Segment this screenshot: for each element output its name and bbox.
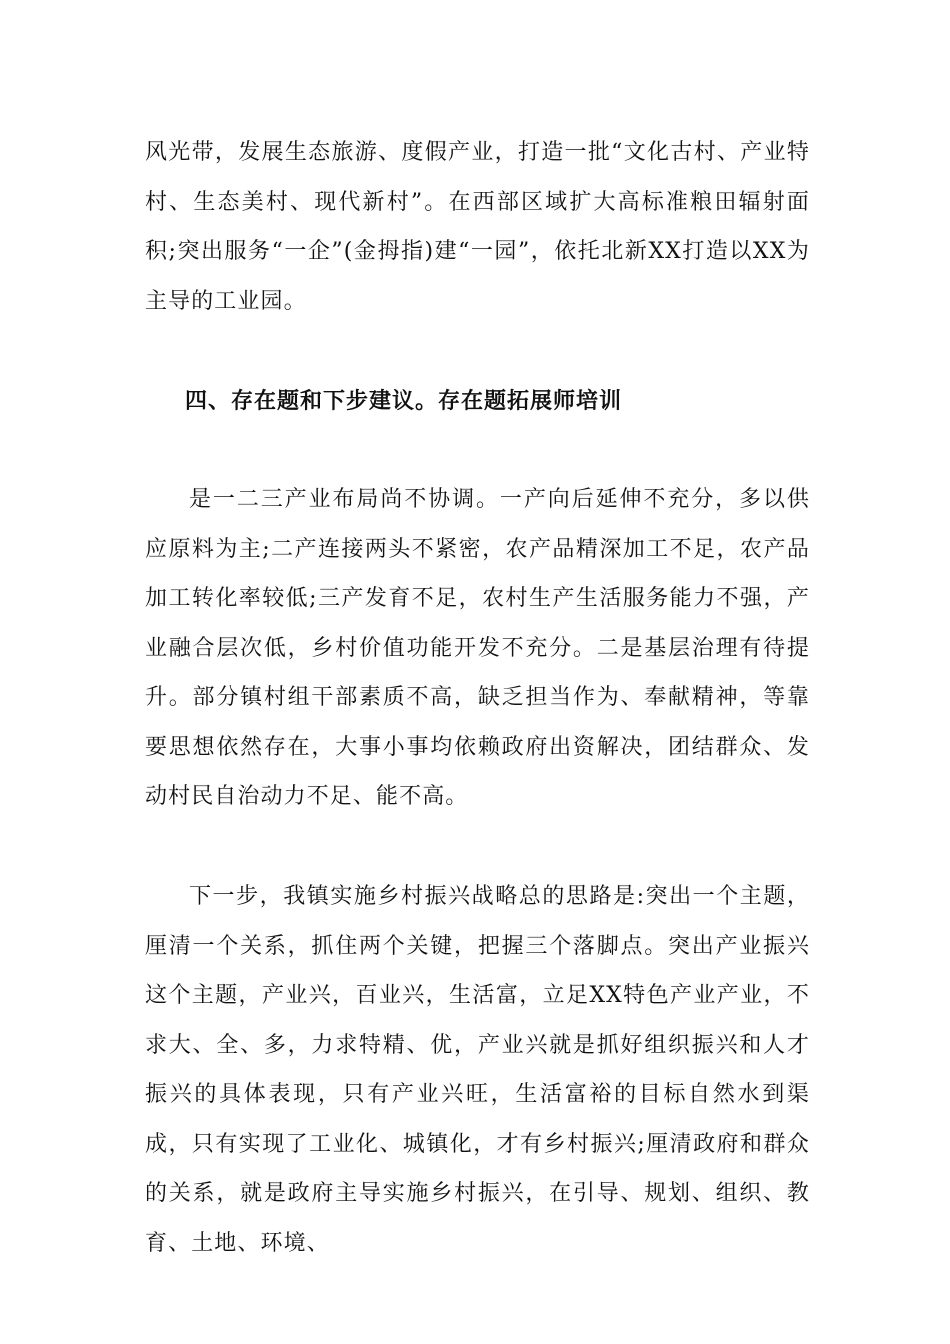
- body-paragraph-2: 是一二三产业布局尚不协调。一产向后延伸不充分，多以供应原料为主;二产连接两头不紧密，农产品精深加工不足，农产品加工转化率较低;三产发育不足，农村生产生活服务能力不强，产业融合层次低，乡村价值功能开发不充分。二是基层治理有待提升。部分镇村组干部素质不高，缺乏担当作为、奉献精神，等靠要思想依然存在，大事小事均依赖政府出资解决，团结群众、发动村民自治动力不足、能不高。: [145, 487, 810, 809]
- section-heading: 四、存在题和下步建议。存在题拓展师培训: [185, 389, 623, 414]
- body-paragraph-1: 风光带，发展生态旅游、度假产业，打造一批“文化古村、产业特村、生态美村、现代新村”。在西部区域扩大高标准粮田辐射面积;突出服务“一企”(金拇指)建“一园”，依托北新XX打造以XX为主导的工业园。: [145, 140, 810, 314]
- body-paragraph-3: 下一步，我镇实施乡村振兴战略总的思路是:突出一个主题，厘清一个关系，抓住两个关键，把握三个落脚点。突出产业振兴这个主题，产业兴，百业兴，生活富，立足XX特色产业产业，不求大、全、多，力求特精、优，产业兴就是抓好组织振兴和人才振兴的具体表现，只有产业兴旺，生活富裕的目标自然水到渠成，只有实现了工业化、城镇化，才有乡村振兴;厘清政府和群众的关系，就是政府主导实施乡村振兴，在引导、规划、组织、教育、土地、环境、: [145, 884, 810, 1256]
